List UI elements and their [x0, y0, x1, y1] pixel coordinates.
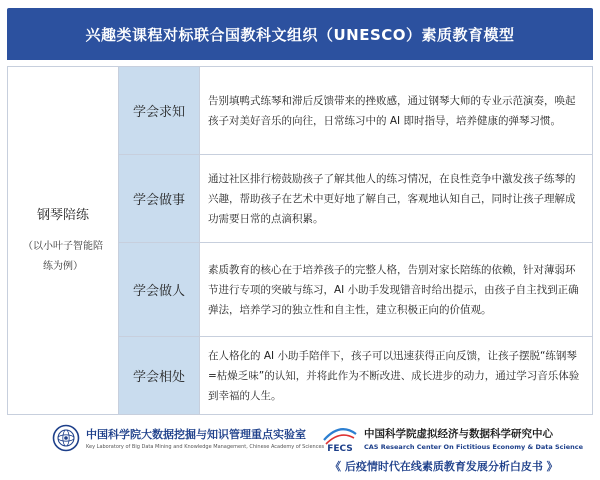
table-title: 兴趣类课程对标联合国教科文组织（UNESCO）素质教育模型 [7, 8, 593, 60]
fecs-logo-text: FECS [327, 444, 353, 454]
right-org-name-en: CAS Research Center On Fictitious Economy & Data Science [364, 442, 584, 451]
description-cell: 告别填鸭式练琴和滞后反馈带来的挫败感，通过钢琴大师的专业示范演奏，唤起孩子对美好音乐的向往，日常练习中的 AI 即时指导，培养健康的弹琴习惯。 [200, 67, 593, 155]
category-cell: 学会相处 [119, 337, 200, 415]
quality-education-table [7, 66, 593, 415]
subject-subtitle: （以小叶子智能陪练为例） [23, 241, 103, 272]
whitepaper-title: 《 后疫情时代在线素质教育发展分析白皮书 》 [330, 460, 558, 473]
description-cell: 素质教育的核心在于培养孩子的完整人格，告别对家长陪练的依赖，针对薄弱环节进行专项的突破与练习，AI 小助手发现错音时给出提示，由孩子自主找到正确弹法，培养学习的独立性和自主性，建立积极正向的价值观。 [200, 243, 593, 337]
description-cell: 在人格化的 AI 小助手陪伴下，孩子可以迅速获得正向反馈，让孩子摆脱“练钢琴=枯燥乏味”的认知，并将此作为不断改进、成长进步的动力，通过学习音乐体验到幸福的人生。 [200, 337, 593, 415]
table-row [8, 67, 593, 155]
subject-title: 钢琴陪练 [36, 208, 89, 223]
cas-emblem-icon [52, 424, 80, 452]
fecs-logo [320, 422, 583, 454]
fecs-emblem-icon [320, 422, 360, 454]
category-cell: 学会做事 [119, 155, 200, 243]
right-org-name: 中国科学院虚拟经济与数据科学研究中心 [364, 427, 553, 440]
left-org-name-en: Key Laboratory of Big Data Mining and Knowledge Management, Chinese Academy of Sciences [86, 444, 325, 450]
description-cell: 通过社区排行榜鼓励孩子了解其他人的练习情况，在良性竞争中激发孩子练琴的兴趣，帮助孩子在艺术中更好地了解自己，客观地认知自己，同时让孩子理解成功需要日常的点滴积累。 [200, 155, 593, 243]
footer [0, 418, 600, 480]
category-cell: 学会求知 [119, 67, 200, 155]
category-cell: 学会做人 [119, 243, 200, 337]
left-org-name: 中国科学院大数据挖掘与知识管理重点实验室 [86, 428, 306, 441]
cas-lab-logo [52, 424, 324, 452]
subject-cell [8, 67, 119, 415]
